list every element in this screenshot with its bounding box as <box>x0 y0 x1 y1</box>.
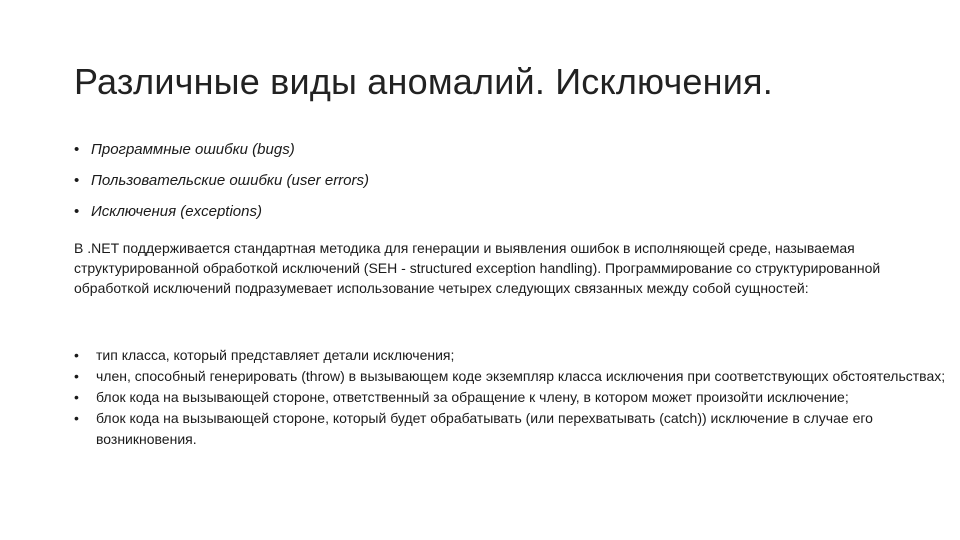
sub-bullet-text: блок кода на вызывающей стороне, ответственный за обращение к члену, в котором может произойти исключение; <box>96 389 849 405</box>
slide-title: Различные виды аномалий. Исключения. <box>74 61 773 102</box>
bullet-icon: • <box>74 389 79 405</box>
bullet-icon: • <box>74 172 80 189</box>
bullet-icon: • <box>74 368 79 384</box>
main-bullet-text: Исключения (exceptions) <box>91 203 262 220</box>
sub-bullet-list <box>74 345 960 450</box>
description-paragraph: В .NET поддерживается стандартная методика для генерации и выявления ошибок в исполняющей среде, называемая структурированной обработкой исключений (SEH - structured exception handling). Программирование со структурированной обработкой исключений подразумевает использование четырех следующих связанных между собой сущностей: <box>74 240 881 296</box>
sub-bullet-text: блок кода на вызывающей стороне, который будет обрабатывать (или перехватывать (catch)) исключение в случае его возникновения. <box>96 410 873 447</box>
main-bullet-item <box>74 140 369 160</box>
main-bullet-item <box>74 171 369 191</box>
sub-bullet-text: член, способный генерировать (throw) в вызывающем коде экземпляр класса исключения при соответствующих обстоятельствах; <box>96 368 946 384</box>
main-bullet-text: Программные ошибки (bugs) <box>91 141 295 158</box>
sub-bullet-item <box>74 366 960 387</box>
bullet-icon: • <box>74 203 80 220</box>
bullet-icon: • <box>74 347 79 363</box>
sub-bullet-item <box>74 345 960 366</box>
main-bullet-item <box>74 202 369 222</box>
main-bullet-text: Пользовательские ошибки (user errors) <box>91 172 370 189</box>
sub-bullet-text: тип класса, который представляет детали исключения; <box>96 347 455 363</box>
bullet-icon: • <box>74 141 80 158</box>
sub-bullet-item <box>74 408 960 450</box>
main-bullet-list <box>74 140 369 233</box>
sub-bullet-item <box>74 387 960 408</box>
bullet-icon: • <box>74 410 79 426</box>
